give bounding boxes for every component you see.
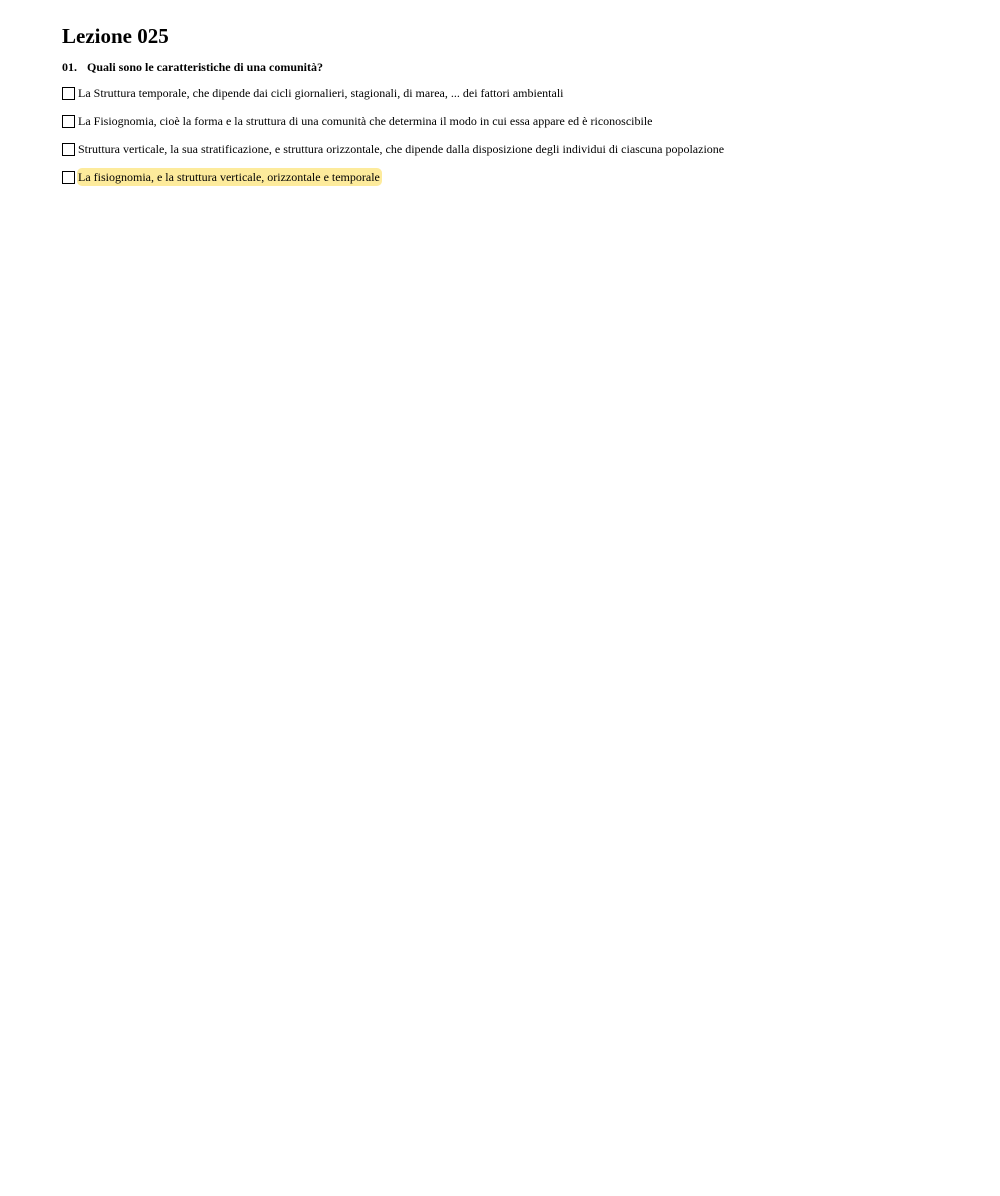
answer-option-4[interactable] xyxy=(62,169,382,185)
answer-text-1: La Struttura temporale, che dipende dai cicli giornalieri, stagionali, di marea, ... dei fattori ambientali xyxy=(78,86,564,100)
answer-checkbox-3[interactable] xyxy=(62,143,75,156)
answer-checkbox-4[interactable] xyxy=(62,171,75,184)
question-number: 01. xyxy=(62,60,77,74)
answer-checkbox-2[interactable] xyxy=(62,115,75,128)
question xyxy=(62,59,323,75)
question-text: Quali sono le caratteristiche di una comunità? xyxy=(87,60,323,74)
answer-option-3[interactable] xyxy=(62,141,724,157)
answer-checkbox-1[interactable] xyxy=(62,87,75,100)
answer-option-2[interactable] xyxy=(62,113,652,129)
answer-option-1[interactable] xyxy=(62,85,564,101)
lesson-title: Lezione 025 xyxy=(62,24,169,48)
answer-text-4-highlighted: La fisiognomia, e la struttura verticale, orizzontale e temporale xyxy=(78,170,380,184)
answer-text-2: La Fisiognomia, cioè la forma e la struttura di una comunità che determina il modo in cui essa appare ed è riconoscibile xyxy=(78,114,653,128)
answer-text-3: Struttura verticale, la sua stratificazione, e struttura orizzontale, che dipende dalla disposizione degli individui di ciascuna popolazione xyxy=(78,142,725,156)
